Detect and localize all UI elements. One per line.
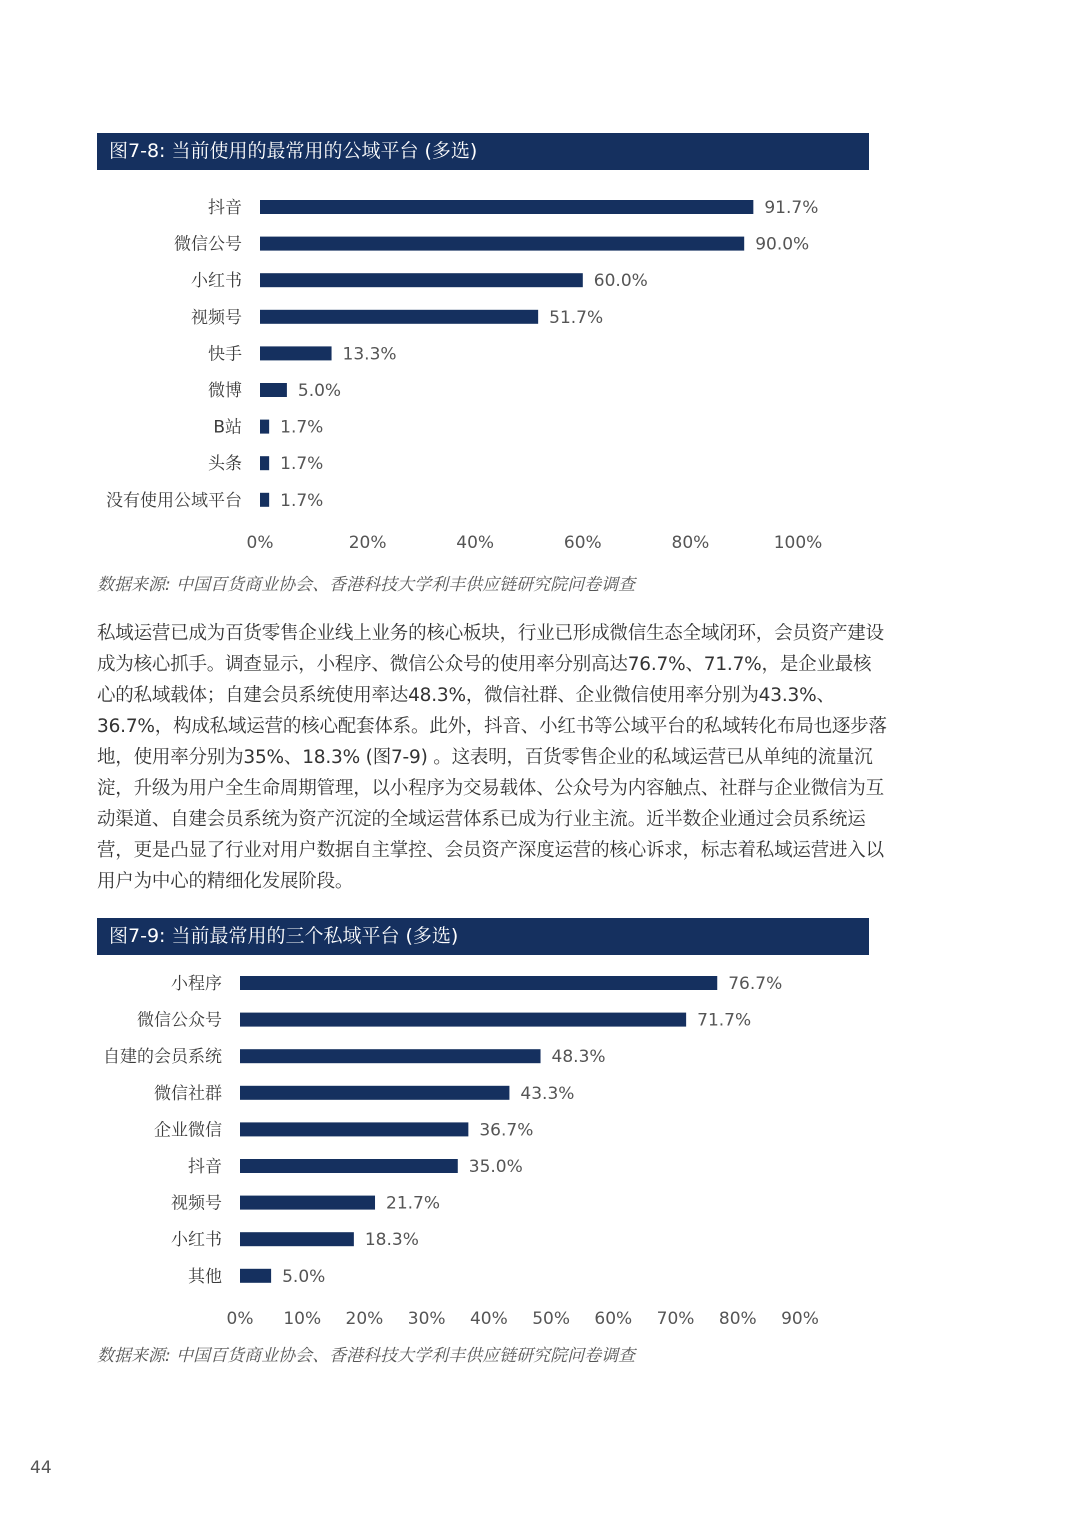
x-tick-label: 100%: [773, 533, 823, 553]
body-paragraph: 私域运营已成为百货零售企业线上业务的核心板块，行业已形成微信生态全域闭环，会员资产建设成为核心抓手。调查显示，小程序、微信公众号的使用率分别高达76.7%、71.7%，是企业最核心的私域载体；自建会员系统使用率达48.3%，微信社群、企业微信使用率分别为43.3%、36.7%，构成私域运营的核心配套体系。此外，抖音、小红书等公域平台的私域转化布局也逐步落地，使用率分别为35%、18.3% (图7-9) 。这表明，百货零售企业的私域运营已从单纯的流量沉淀，升级为用户全生命周期管理，以小程序为交易载体、公众号为内容触点、社群与企业微信为互动渠道、自建会员系统为资产沉淀的全域运营体系已成为行业主流。近半数企业通过会员系统运营，更是凸显了行业对用户数据自主掌控、会员资产深度运营的核心诉求，标志着私域运营进入以用户为中心的精细化发展阶段。: [97, 623, 887, 892]
bar: [240, 1232, 354, 1246]
data-label: 1.7%: [280, 417, 324, 438]
bar: [240, 1049, 541, 1063]
data-label: 90.0%: [755, 234, 810, 255]
bar: [240, 1159, 458, 1173]
x-tick-label: 60%: [563, 533, 602, 553]
data-label: 18.3%: [364, 1230, 419, 1251]
x-tick-label: 40%: [469, 1309, 508, 1329]
category-label: 微博: [208, 381, 242, 401]
bar: [240, 1269, 271, 1283]
figure1-chart-svg: [0, 180, 1080, 560]
bar: [260, 273, 583, 287]
x-tick-label: 0%: [226, 1309, 254, 1329]
figure1-title: 图7-8: 当前使用的最常用的公域平台 (多选): [97, 133, 869, 170]
category-label: 视频号: [171, 1193, 222, 1214]
x-tick-label: 80%: [718, 1309, 757, 1329]
category-label: 小程序: [171, 974, 222, 994]
x-tick-label: 30%: [407, 1309, 446, 1329]
bar: [240, 1086, 509, 1100]
category-label: 自建的会员系统: [103, 1047, 222, 1068]
x-tick-label: 40%: [456, 533, 495, 553]
page-number: 44: [30, 1458, 52, 1478]
data-label: 5.0%: [282, 1266, 326, 1287]
category-label: 其他: [188, 1266, 222, 1287]
category-label: 小红书: [191, 271, 242, 292]
category-label: 企业微信: [154, 1120, 222, 1141]
bar: [240, 1013, 686, 1027]
bar: [260, 493, 269, 507]
data-label: 21.7%: [386, 1193, 441, 1214]
category-label: 头条: [208, 454, 242, 475]
data-label: 5.0%: [297, 381, 342, 401]
x-tick-label: 80%: [671, 533, 710, 553]
category-label: B站: [213, 417, 242, 438]
data-label: 91.7%: [764, 198, 819, 218]
bar: [260, 237, 744, 251]
figure2-source: 数据来源: 中国百货商业协会、香港科技大学利丰供应链研究院问卷调查: [97, 1346, 636, 1366]
data-label: 1.7%: [280, 454, 324, 475]
category-label: 视频号: [191, 307, 242, 328]
bar: [260, 200, 753, 214]
bar: [240, 976, 717, 990]
data-label: 1.7%: [280, 490, 324, 511]
data-label: 13.3%: [342, 344, 397, 365]
x-tick-label: 60%: [594, 1309, 633, 1329]
category-label: 快手: [208, 344, 242, 365]
data-label: 43.3%: [520, 1083, 575, 1104]
bar: [260, 310, 538, 324]
category-label: 小红书: [171, 1230, 222, 1251]
bar: [240, 1122, 468, 1136]
x-tick-label: 50%: [532, 1309, 571, 1329]
figure2-chart: [0, 960, 1080, 1340]
x-tick-label: 10%: [283, 1309, 322, 1329]
bar: [260, 420, 269, 434]
bar: [260, 456, 269, 470]
category-label: 没有使用公域平台: [106, 490, 242, 511]
figure1-source: 数据来源: 中国百货商业协会、香港科技大学利丰供应链研究院问卷调查: [97, 575, 636, 595]
data-label: 35.0%: [468, 1157, 523, 1177]
figure2-title: 图7-9: 当前最常用的三个私域平台 (多选): [97, 918, 869, 955]
category-label: 抖音: [208, 198, 242, 218]
bar: [260, 346, 332, 360]
data-label: 76.7%: [728, 974, 783, 994]
x-tick-label: 0%: [246, 533, 274, 553]
category-label: 微信公众号: [137, 1010, 222, 1031]
x-tick-label: 70%: [656, 1309, 695, 1329]
category-label: 微信社群: [154, 1083, 222, 1104]
data-label: 51.7%: [549, 307, 604, 328]
figure2-chart-svg: [0, 960, 1080, 1340]
category-label: 微信公号: [174, 234, 242, 255]
data-label: 60.0%: [593, 271, 648, 292]
data-label: 71.7%: [697, 1010, 752, 1031]
x-tick-label: 90%: [781, 1309, 819, 1329]
data-label: 48.3%: [551, 1047, 606, 1068]
bar: [240, 1196, 375, 1210]
category-label: 抖音: [188, 1157, 222, 1177]
bar: [260, 383, 287, 397]
figure1-chart: [0, 180, 1080, 560]
data-label: 36.7%: [479, 1120, 534, 1141]
x-tick-label: 20%: [348, 533, 387, 553]
x-tick-label: 20%: [345, 1309, 384, 1329]
